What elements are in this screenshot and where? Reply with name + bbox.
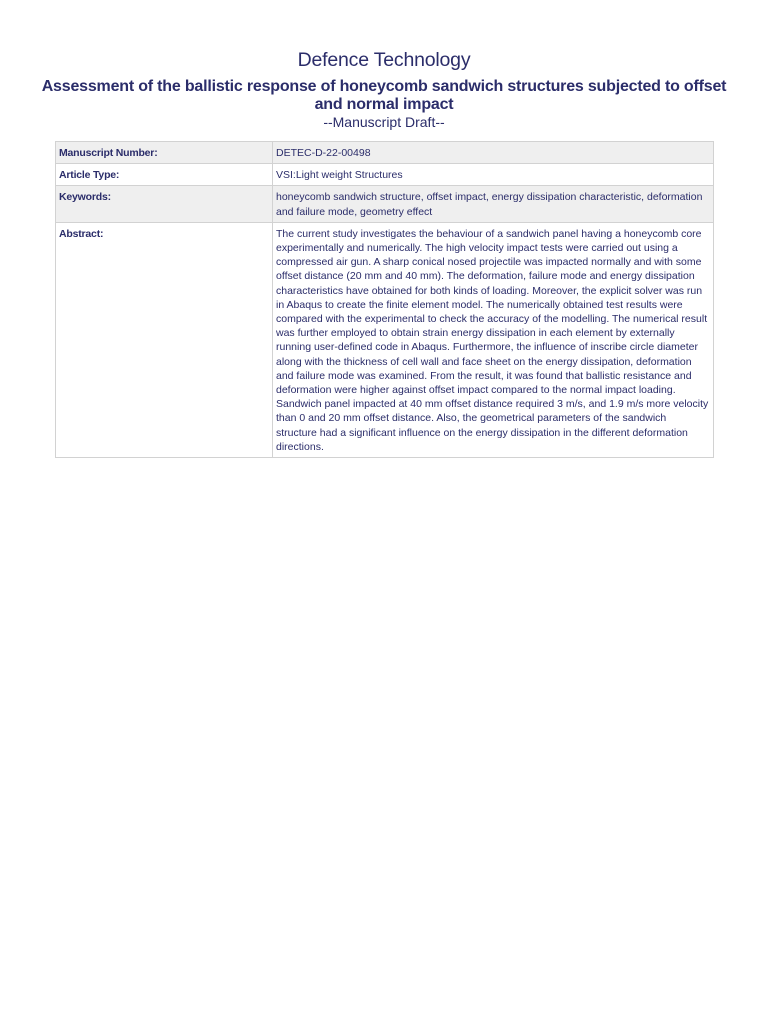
table-row-keywords bbox=[56, 186, 714, 222]
article-title: Assessment of the ballistic response of honeycomb sandwich structures subjected to offset and normal impact bbox=[41, 78, 727, 113]
draft-status: --Manuscript Draft-- bbox=[323, 114, 445, 130]
keywords-label: Keywords: bbox=[56, 186, 273, 222]
table-row-article-type bbox=[56, 164, 714, 186]
manuscript-number-label: Manuscript Number: bbox=[56, 142, 273, 164]
manuscript-info-table bbox=[55, 141, 714, 458]
abstract-text: The current study investigates the behaviour of a sandwich panel having a honeycomb core experimentally and numerically. The high velocity impact tests were carried out using a compressed air gun. A sharp conical nosed projectile was impacted normally and with some offset distance (20 mm and 40 mm). The deformation, failure mode and energy dissipation characteristics have obtained for both kinds of loading. Moreover, the explicit solver was run in Abaqus to create the finite element model. The numerically obtained test results were compared with the experimental to check the accuracy of the modelling. The numerical result was further employed to obtain strain energy dissipation in each element by externally running user-defined code in Abaqus. Furthermore, the influence of inscribe circle diameter along with the thickness of cell wall and face sheet on the energy dissipation, deformation and failure mode was examined. From the result, it was found that ballistic resistance and deformation were higher against offset impact compared to the normal impact loading. Sandwich panel impacted at 40 mm offset distance required 3 m/s, and 1.9 m/s more velocity than 0 and 20 mm offset distance. Also, the geometrical parameters of the sandwich structure had a significant influence on the energy dissipation in the different deformation directions. bbox=[273, 222, 714, 457]
keywords-value: honeycomb sandwich structure, offset impact, energy dissipation characteristic, deformation and failure mode, geometry effect bbox=[273, 186, 714, 222]
article-type-value: VSI:Light weight Structures bbox=[273, 164, 714, 186]
table-row-abstract bbox=[56, 222, 714, 457]
table-row-manuscript-number bbox=[56, 142, 714, 164]
document-header bbox=[0, 48, 768, 130]
manuscript-number-value: DETEC-D-22-00498 bbox=[273, 142, 714, 164]
abstract-label: Abstract: bbox=[56, 222, 273, 457]
journal-name: Defence Technology bbox=[297, 49, 471, 71]
article-type-label: Article Type: bbox=[56, 164, 273, 186]
